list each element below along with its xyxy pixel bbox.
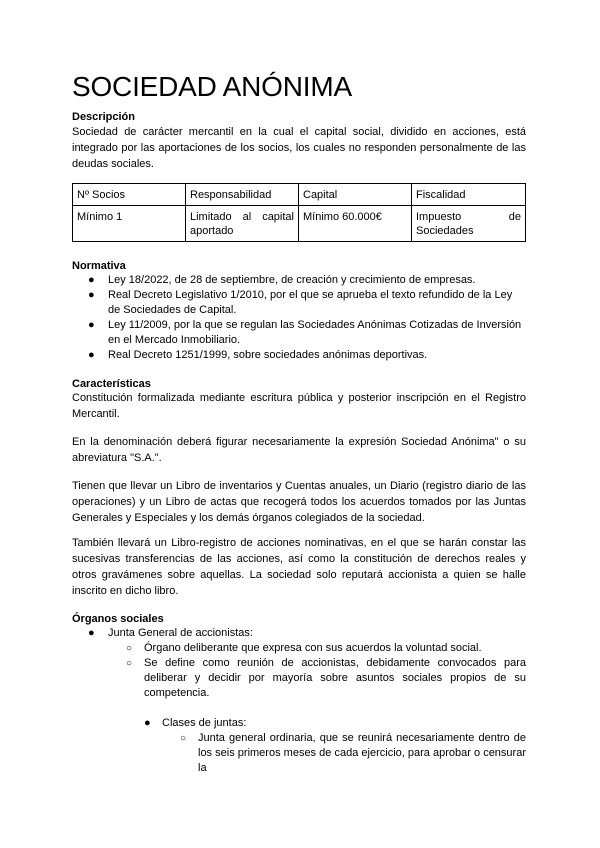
clases-label: Clases de juntas: — [162, 717, 247, 729]
list-item — [72, 288, 526, 318]
table-header-row — [73, 184, 526, 206]
list-item-text: Se define como reunión de accionistas, debidamente convocados para deliberar y decidir por mayoría sobre asuntos sociales propios de su competencia. — [144, 657, 526, 699]
summary-table — [72, 183, 526, 242]
bullet-icon: ● — [88, 319, 95, 331]
junta-label: Junta General de accionistas: — [108, 627, 253, 639]
table-header-cell: Responsabilidad — [186, 184, 299, 206]
circle-bullet-icon: ○ — [180, 733, 187, 744]
table-cell: Mínimo 1 — [73, 206, 186, 242]
table-header-cell: Fiscalidad — [412, 184, 526, 206]
table-cell: Impuesto de Sociedades — [412, 206, 526, 242]
caracteristicas-paragraph: También llevará un Libro-registro de acciones nominativas, en el que se harán constar las sucesivas transferencias de las acciones, así como la constitución de derechos reales y otros gravámenes sobre aquellas. La sociedad solo reputará accionista a quien se halle inscrito en dicho libro. — [72, 537, 526, 597]
caracteristicas-paragraph: Tienen que llevar un Libro de inventarios y Cuentas anuales, un Diario (registro diario de las operaciones) y un Libro de actas que recogerá todos los acuerdos tomados por las Juntas Generales y Especiales y los demás órganos colegiados de la sociedad. — [72, 480, 526, 524]
bullet-icon: ● — [88, 274, 95, 286]
normativa-heading: Normativa — [72, 260, 126, 272]
list-item-text: Real Decreto 1251/1999, sobre sociedades anónimas deportivas. — [108, 349, 428, 361]
list-item-text: Ley 11/2009, por la que se regulan las Sociedades Anónimas Cotizadas de Inversión en el Mercado Inmobiliario. — [108, 319, 522, 346]
table-cell: Mínimo 60.000€ — [299, 206, 412, 242]
circle-bullet-icon: ○ — [126, 658, 133, 669]
list-item — [108, 716, 526, 776]
bullet-icon: ● — [144, 717, 151, 729]
list-item — [162, 731, 526, 776]
list-item-text: Ley 18/2022, de 28 de septiembre, de creación y crecimiento de empresas. — [108, 274, 476, 286]
caracteristicas-heading: Características — [72, 378, 151, 390]
circle-bullet-icon: ○ — [126, 643, 133, 654]
clases-items — [162, 731, 526, 776]
bullet-icon: ● — [88, 627, 95, 639]
caracteristicas-paragraph: En la denominación deberá figurar necesariamente la expresión Sociedad Anónima" o su abreviatura "S.A.". — [72, 436, 526, 464]
list-item-text: Real Decreto Legislativo 1/2010, por el que se aprueba el texto refundido de la Ley de Sociedades de Capital. — [108, 289, 513, 316]
list-item — [72, 273, 526, 288]
clases-sublist — [108, 716, 526, 776]
list-item-text: Órgano deliberante que expresa con sus acuerdos la voluntad social. — [144, 642, 482, 654]
descripcion-heading: Descripción — [72, 111, 135, 123]
caracteristicas-paragraph: Constitución formalizada mediante escritura pública y posterior inscripción en el Registro Mercantil. — [72, 392, 526, 420]
table-header-cell: Nº Socios — [73, 184, 186, 206]
bullet-icon: ● — [88, 349, 95, 361]
table-header-cell: Capital — [299, 184, 412, 206]
document-title: SOCIEDAD ANÓNIMA — [72, 71, 352, 102]
descripcion-text: Sociedad de carácter mercantil en la cual el capital social, dividido en acciones, está integrado por las aportaciones de los socios, los cuales no responden personalmente de las deudas sociales. — [72, 126, 526, 170]
list-item-text: Junta general ordinaria, que se reunirá necesariamente dentro de los seis primeros meses de cada ejercicio, para aprobar o censurar la — [198, 732, 526, 774]
list-item — [72, 348, 526, 363]
junta-sublist — [108, 641, 526, 701]
normativa-list — [72, 273, 526, 363]
bullet-icon: ● — [88, 289, 95, 301]
table-cell: Limitado al capital aportado — [186, 206, 299, 242]
list-item — [108, 656, 526, 701]
organos-list — [72, 626, 526, 776]
list-item — [108, 641, 526, 656]
table-row — [73, 206, 526, 242]
list-item — [72, 318, 526, 348]
list-item — [72, 626, 526, 776]
organos-heading: Órganos sociales — [72, 613, 164, 625]
